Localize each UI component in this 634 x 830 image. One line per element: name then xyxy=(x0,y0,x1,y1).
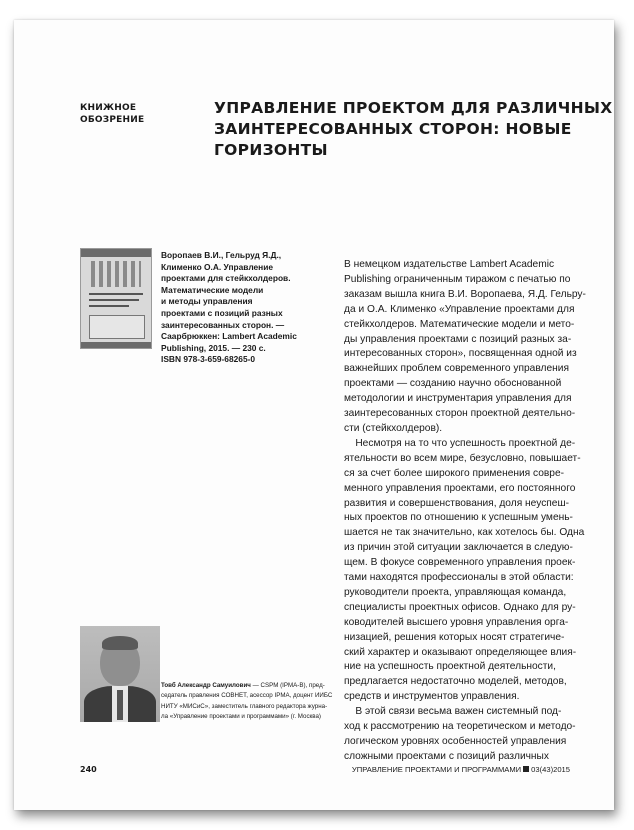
citation-line: проектами с позиций разных xyxy=(161,307,283,318)
page-number: 240 xyxy=(80,765,97,774)
square-bullet-icon xyxy=(523,766,529,772)
body-line: ся за счет более широкого применения совре- xyxy=(344,467,565,479)
cover-text-box xyxy=(89,315,145,339)
body-line: ятельности во всем мире, безусловно, повышает- xyxy=(344,452,581,464)
headline-line: ЗАИНТЕРЕСОВАННЫХ СТОРОН: НОВЫЕ xyxy=(214,120,572,138)
author-name: Товб Александр Самуилович xyxy=(161,682,251,689)
body-line: из причин этой ситуации заключается в следую- xyxy=(344,542,573,554)
citation-line: Клименко О.А. Управление xyxy=(161,261,274,272)
book-cover-image xyxy=(80,248,152,349)
cover-pattern xyxy=(91,261,141,287)
body-line: сложными проектами с позиций различных xyxy=(344,750,549,762)
body-line: щем. В фокусе современного управления проек- xyxy=(344,557,576,569)
body-line: В немецком издательстве Lambert Academic xyxy=(344,259,555,270)
author-photo xyxy=(80,626,160,722)
cover-title-line xyxy=(89,305,129,307)
bio-line: НИТУ «МИСиС», заместитель главного редактора журна- xyxy=(161,702,328,710)
body-line: методологии и инструментария управления для xyxy=(344,393,572,405)
issue-number: 03(43)2015 xyxy=(531,765,570,774)
body-line: да и О.А. Клименко «Управление проектами для xyxy=(344,303,575,315)
photo-tie xyxy=(117,690,123,720)
headline-line: УПРАВЛЕНИЕ ПРОЕКТОМ ДЛЯ РАЗЛИЧНЫХ xyxy=(214,99,613,117)
citation-line: Воропаев В.И., Гельруд Я.Д., xyxy=(161,250,282,260)
body-line: руководители проекта, управляющая команда, xyxy=(344,586,567,598)
bio-line xyxy=(161,681,336,691)
section-label xyxy=(80,102,144,126)
magazine-page xyxy=(14,20,614,810)
bio-line: ла «Управление проектами и программами» (г. Москва) xyxy=(161,712,321,720)
body-line: низацией, решения которых носят стратегиче- xyxy=(344,631,565,643)
section-label-line: ОБОЗРЕНИЕ xyxy=(80,115,145,125)
body-line: сти (стейкхолдеров). xyxy=(344,422,443,434)
article-headline xyxy=(214,98,613,161)
body-line: специалисты проектных офисов. Однако для ру- xyxy=(344,601,576,613)
body-line: заказам вышла книга В.И. Воропаева, Я.Д. Гельру- xyxy=(344,288,586,300)
body-line: ных проектов по отношению к успешным умень- xyxy=(344,512,573,524)
citation-line: Математические модели xyxy=(161,284,264,295)
author-bio xyxy=(161,681,336,722)
citation-line: Publishing, 2015. — 230 с. xyxy=(161,342,266,353)
body-line: заинтересованных сторон проектной деятельно- xyxy=(344,408,576,420)
photo-hair xyxy=(102,636,138,650)
cover-band xyxy=(81,249,151,257)
body-line: логическом уровнях особенностей управления xyxy=(344,736,567,747)
cover-band xyxy=(81,342,151,348)
citation-line: Саарбрюккен: Lambert Academic xyxy=(161,331,297,342)
body-line: ды управления проектами с позиций разных за- xyxy=(344,333,572,345)
citation-line: и методы управления xyxy=(161,296,253,307)
cover-title-line xyxy=(89,293,143,295)
body-line: ский характер и оказывают определяющее влия- xyxy=(344,646,577,658)
section-label-line: КНИЖНОЕ xyxy=(80,103,137,113)
citation-line: проектами для стейкхолдеров. xyxy=(161,273,291,284)
journal-name: УПРАВЛЕНИЕ ПРОЕКТАМИ И ПРОГРАММАМИ xyxy=(351,765,522,774)
body-line: средств и инструментов управления. xyxy=(344,691,520,703)
citation-line: заинтересованных сторон. — xyxy=(161,319,285,330)
body-line: менного управления проектами, его постоянного xyxy=(344,482,576,494)
body-line: ководителей высшего уровня управления орга- xyxy=(344,616,569,628)
body-line: В этой связи весьма важен системный под- xyxy=(344,706,562,718)
article-body xyxy=(344,258,594,765)
body-line: предлагается недостаточно моделей, методов, xyxy=(344,676,567,688)
book-citation xyxy=(161,250,321,366)
body-line: ход к рассмотрению на теоретическом и методо- xyxy=(344,721,576,733)
body-line: Publishing ограниченным тиражом с печатью по xyxy=(344,273,571,285)
body-line: ние на успешность проектной деятельности, xyxy=(344,661,556,673)
body-line: стейкхолдеров. Математические модели и мето- xyxy=(344,318,575,330)
body-line: интересованных сторон», посвященная одной из xyxy=(344,348,577,360)
bio-first-line: — CSPM (IPMA-B), пред- xyxy=(250,682,325,689)
journal-footer xyxy=(352,765,570,774)
cover-title-line xyxy=(89,299,139,301)
body-line: проектами — созданию научно обоснованной xyxy=(344,378,562,390)
body-line: Несмотря на то что успешность проектной де- xyxy=(344,437,576,449)
headline-line: ГОРИЗОНТЫ xyxy=(214,141,328,159)
body-line: тами находятся профессионалы в этой области: xyxy=(344,572,574,584)
citation-line: ISBN 978-3-659-68265-0 xyxy=(161,354,256,365)
bio-line: седатель правления СОВНЕТ, асессор IPMA, доцент ИИБС xyxy=(161,692,333,700)
body-line: развития и совершенствования, доля неуспеш- xyxy=(344,497,570,509)
body-line: важнейших проблем современного управления xyxy=(344,363,569,375)
body-line: шается не так значительно, как хотелось бы. Одна xyxy=(344,527,585,539)
